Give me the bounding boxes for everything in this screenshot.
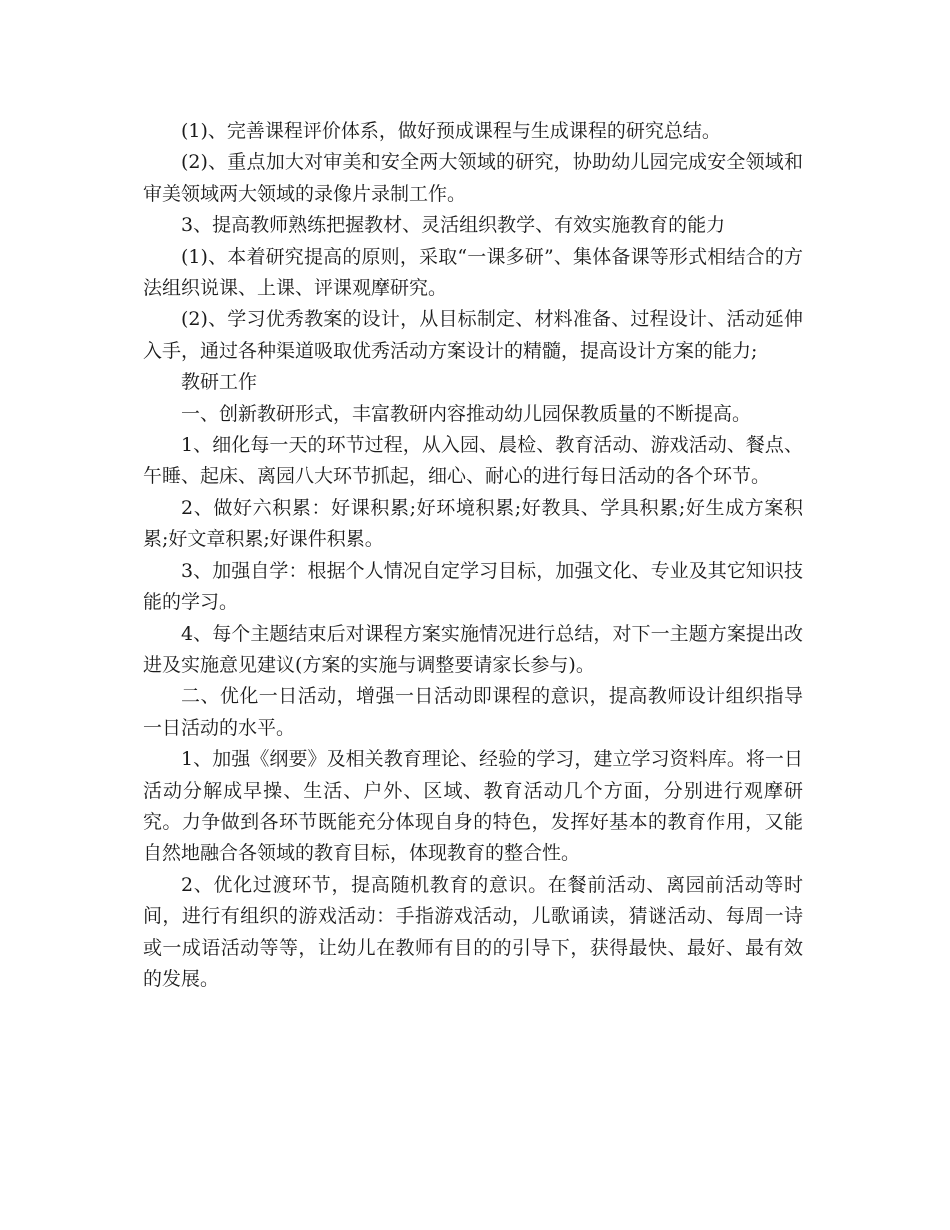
section-heading: 教研工作	[181, 371, 258, 394]
paragraph: 1、加强《纲要》及相关教育理论、经验的学习，建立学习资料库。将一日活动分解成早操、生活、户外、区域、教育活动几个方面，分别进行观摩研究。力争做到各环节既能充分体现自身的特色，发挥好基本的教育作用，又能自然地融合各领域的教育目标，体现教育的整合性。	[143, 748, 803, 865]
paragraph: 1、细化每一天的环节过程，从入园、晨检、教育活动、游戏活动、餐点、午睡、起床、离园八大环节抓起，细心、耐心的进行每日活动的各个环节。	[143, 434, 803, 488]
document-body	[143, 116, 803, 995]
paragraph: 4、每个主题结束后对课程方案实施情况进行总结，对下一主题方案提出改进及实施意见建议(方案的实施与调整要请家长参与)。	[143, 622, 803, 676]
paragraph: 二、优化一日活动，增强一日活动即课程的意识，提高教师设计组织指导一日活动的水平。	[143, 685, 803, 739]
paragraph: (2)、学习优秀教案的设计，从目标制定、材料准备、过程设计、活动延伸入手，通过各种渠道吸取优秀活动方案设计的精髓，提高设计方案的能力;	[143, 308, 803, 362]
paragraph: (1)、本着研究提高的原则，采取“一课多研”、集体备课等形式相结合的方法组织说课、上课、评课观摩研究。	[143, 245, 803, 300]
paragraph: 3、加强自学：根据个人情况自定学习目标，加强文化、专业及其它知识技能的学习。	[143, 559, 803, 614]
paragraph: (2)、重点加大对审美和安全两大领域的研究，协助幼儿园完成安全领域和审美领域两大领域的录像片录制工作。	[143, 151, 803, 205]
paragraph: (1)、完善课程评价体系，做好预成课程与生成课程的研究总结。	[181, 120, 721, 142]
paragraph: 2、做好六积累：好课积累;好环境积累;好教具、学具积累;好生成方案积累;好文章积累;好课件积累。	[143, 496, 803, 551]
paragraph: 一、创新教研形式，丰富教研内容推动幼儿园保教质量的不断提高。	[181, 402, 752, 425]
paragraph: 2、优化过渡环节，提高随机教育的意识。在餐前活动、离园前活动等时间，进行有组织的游戏活动：手指游戏活动，儿歌诵读，猜谜活动、每周一诗或一成语活动等等，让幼儿在教师有目的的引导下，获得最快、最好、最有效的发展。	[143, 873, 803, 990]
paragraph: 3、提高教师熟练把握教材、灵活组织教学、有效实施教育的能力	[181, 214, 726, 237]
